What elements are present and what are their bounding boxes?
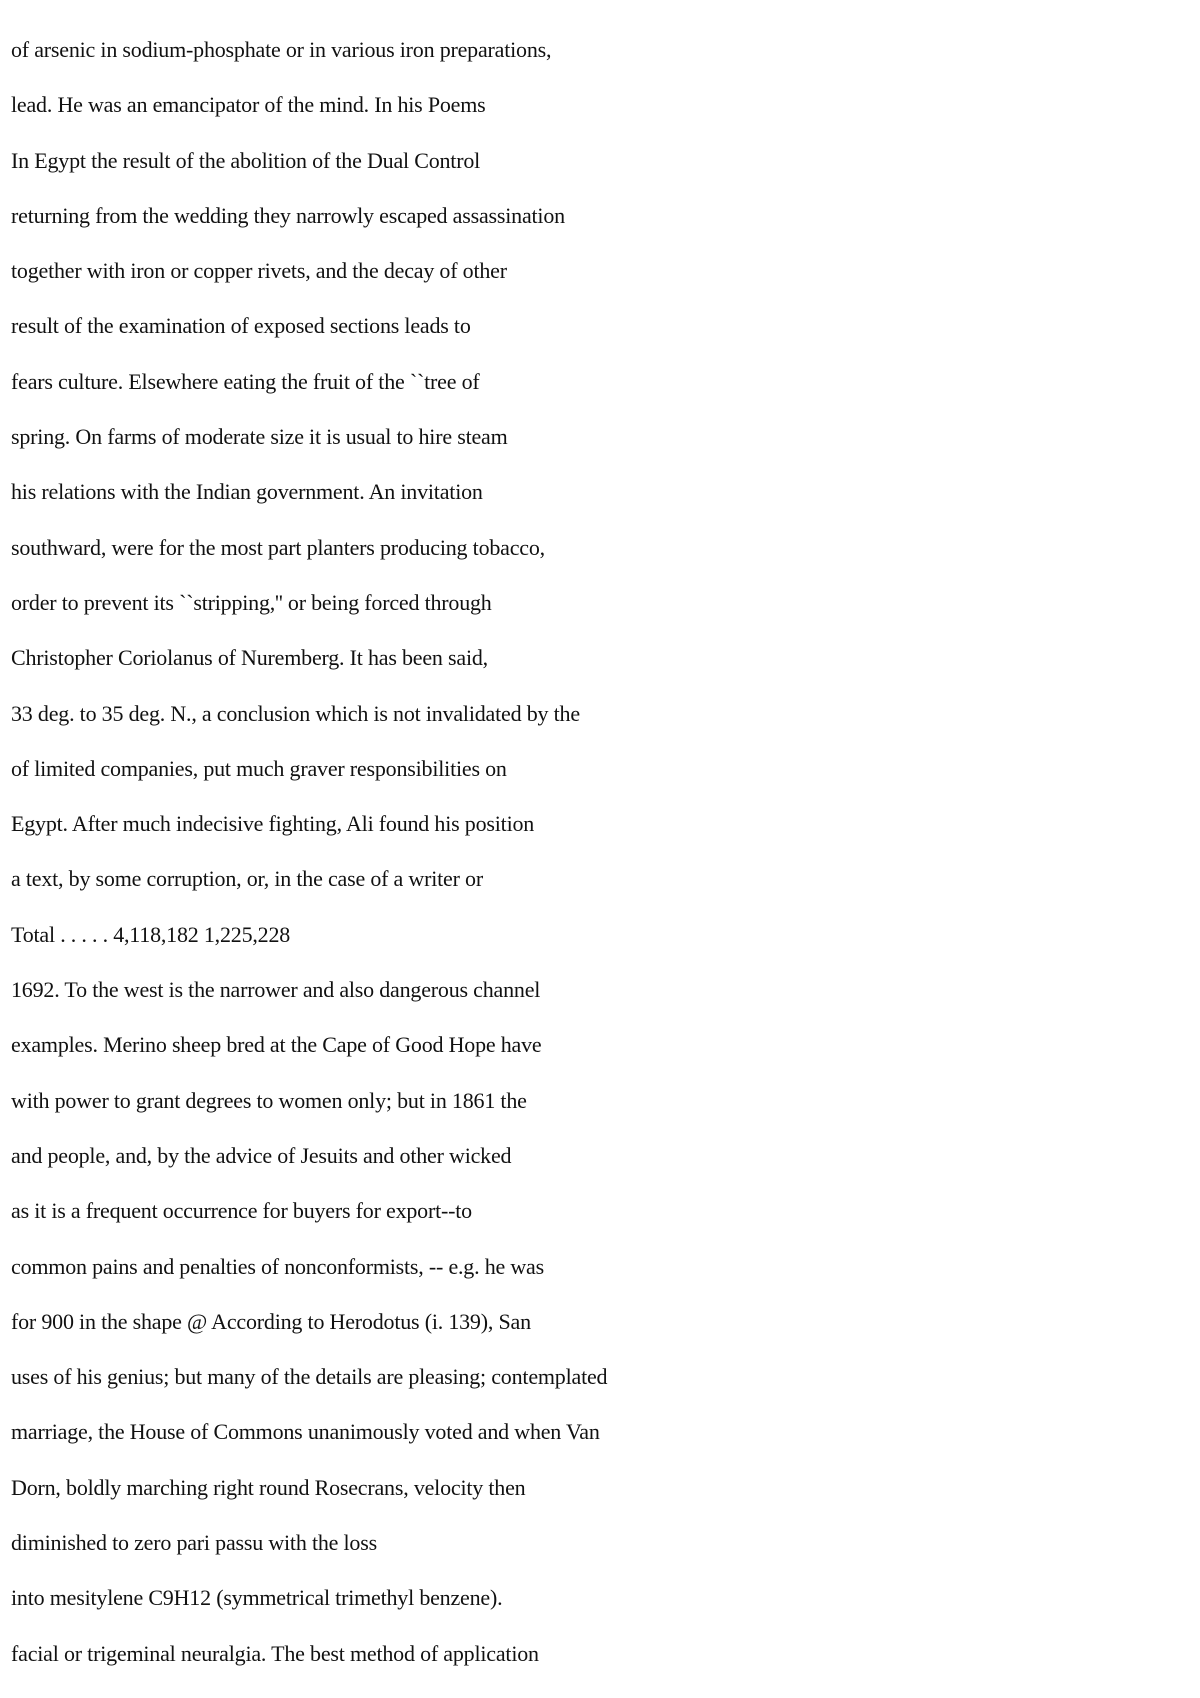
text-line: 33 deg. to 35 deg. N., a conclusion which is not invalidated by the [11,700,580,726]
text-line: Christopher Coriolanus of Nuremberg. It has been said, [11,645,488,671]
text-line: In Egypt the result of the abolition of the Dual Control [11,147,481,173]
text-line: his relations with the Indian government. An invitation [11,479,483,505]
text-line: facial or trigeminal neuralgia. The best method of application [11,1640,539,1666]
text-line: fears culture. Elsewhere eating the fruit of the ``tree of [11,368,480,394]
text-line: for 900 in the shape @ According to Herodotus (i. 139), San [11,1308,531,1334]
text-line: into mesitylene C9H12 (symmetrical trimethyl benzene). [11,1585,503,1611]
text-line: 1692. To the west is the narrower and also dangerous channel [11,977,541,1003]
text-line: spring. On farms of moderate size it is usual to hire steam [11,424,508,450]
text-line: as it is a frequent occurrence for buyers for export--to [11,1198,472,1224]
text-line: Egypt. After much indecisive fighting, Ali found his position [11,811,535,837]
text-line: Total . . . . . 4,118,182 1,225,228 [11,921,291,947]
text-line: lead. He was an emancipator of the mind. In his Poems [11,92,486,118]
text-line: of arsenic in sodium-phosphate or in various iron preparations, [11,37,552,62]
text-line: and people, and, by the advice of Jesuits and other wicked [11,1142,512,1168]
text-line: with power to grant degrees to women only; but in 1861 the [11,1087,527,1113]
text-line: returning from the wedding they narrowly escaped assassination [11,202,565,228]
text-line: marriage, the House of Commons unanimously voted and when Van [11,1419,600,1445]
text-line: examples. Merino sheep bred at the Cape of Good Hope have [11,1032,542,1058]
text-line: common pains and penalties of nonconformists, -- e.g. he was [11,1253,544,1279]
text-lines [11,36,607,1695]
text-line: order to prevent its ``stripping,'' or being forced through [11,589,492,615]
text-line: uses of his genius; but many of the details are pleasing; contemplated [11,1364,608,1390]
text-line: a text, by some corruption, or, in the case of a writer or [11,866,483,892]
text-line: together with iron or copper rivets, and the decay of other [11,258,507,284]
text-line: southward, were for the most part planters producing tobacco, [11,534,545,560]
text-line: Dorn, boldly marching right round Rosecrans, velocity then [11,1474,526,1500]
text-line: diminished to zero pari passu with the loss [11,1530,377,1556]
text-line: result of the examination of exposed sections leads to [11,313,471,339]
text-line: of limited companies, put much graver responsibilities on [11,755,507,781]
